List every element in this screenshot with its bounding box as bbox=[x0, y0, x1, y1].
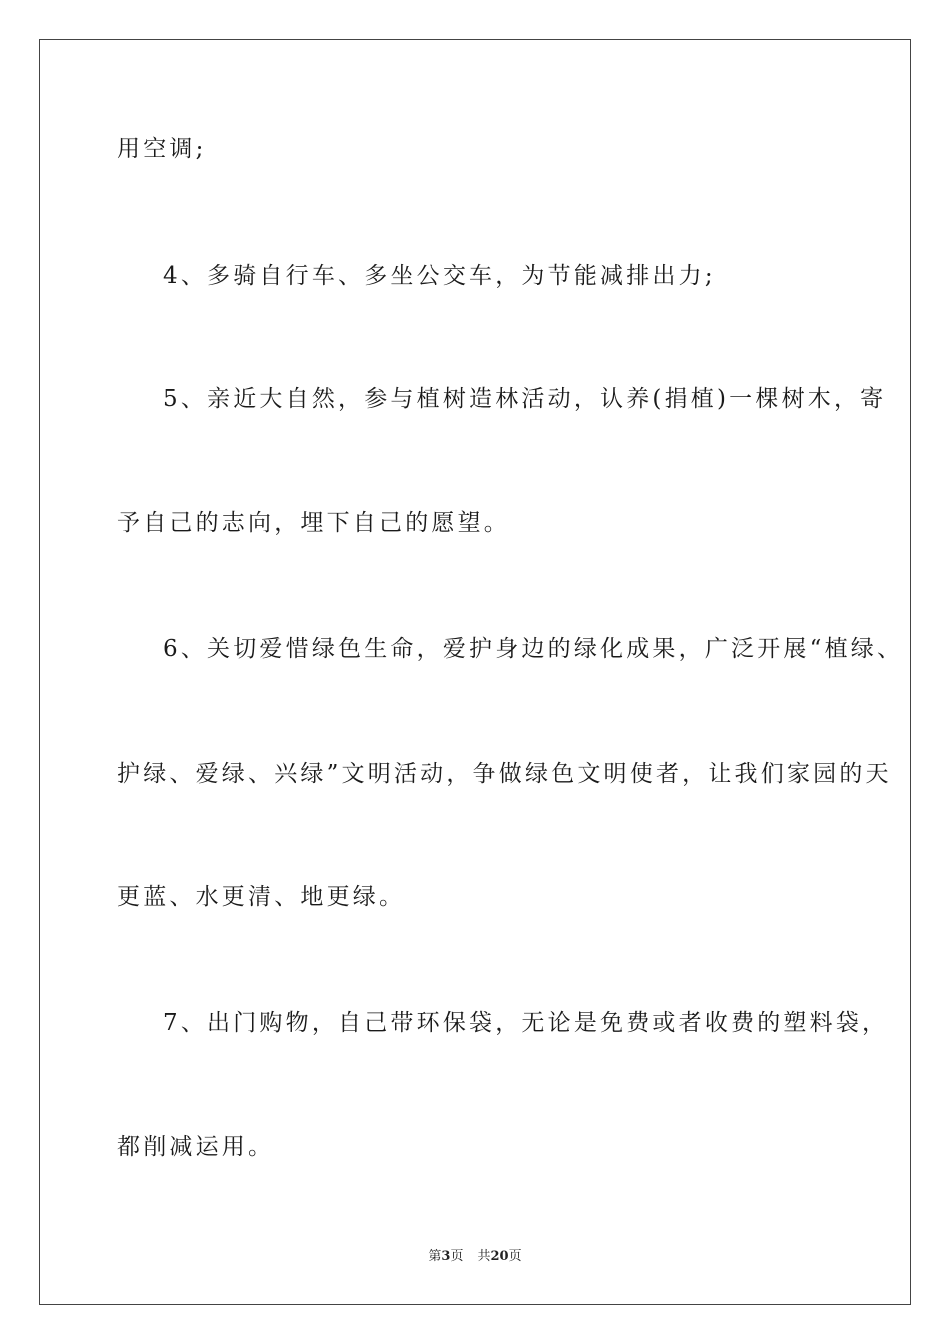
text-line-4: 予自己的志向，埋下自己的愿望。 bbox=[117, 510, 510, 536]
text-line-8: 7、出门购物，自己带环保袋，无论是免费或者收费的塑料袋， bbox=[163, 1010, 889, 1036]
page-number: 3 bbox=[441, 1249, 451, 1264]
total-prefix: 共 bbox=[477, 1249, 491, 1264]
page-frame bbox=[39, 39, 911, 1305]
page-prefix: 第 bbox=[428, 1249, 442, 1264]
total-pages: 20 bbox=[490, 1249, 509, 1264]
text-line-7: 更蓝、水更清、地更绿。 bbox=[117, 884, 406, 910]
text-line-9: 都削减运用。 bbox=[117, 1134, 275, 1160]
text-line-3: 5、亲近大自然，参与植树造林活动，认养(捐植)一棵树木，寄 bbox=[163, 386, 887, 412]
text-line-6: 护绿、爱绿、兴绿”文明活动，争做绿色文明使者，让我们家园的天 bbox=[117, 761, 892, 787]
text-line-2: 4、多骑自行车、多坐公交车，为节能减排出力; bbox=[163, 263, 716, 289]
total-suffix: 页 bbox=[508, 1249, 522, 1264]
page-suffix: 页 bbox=[450, 1249, 464, 1264]
text-line-5: 6、关切爱惜绿色生命，爱护身边的绿化成果，广泛开展“植绿、 bbox=[163, 636, 904, 662]
text-line-1: 用空调; bbox=[117, 136, 207, 162]
page-footer bbox=[0, 1249, 950, 1265]
